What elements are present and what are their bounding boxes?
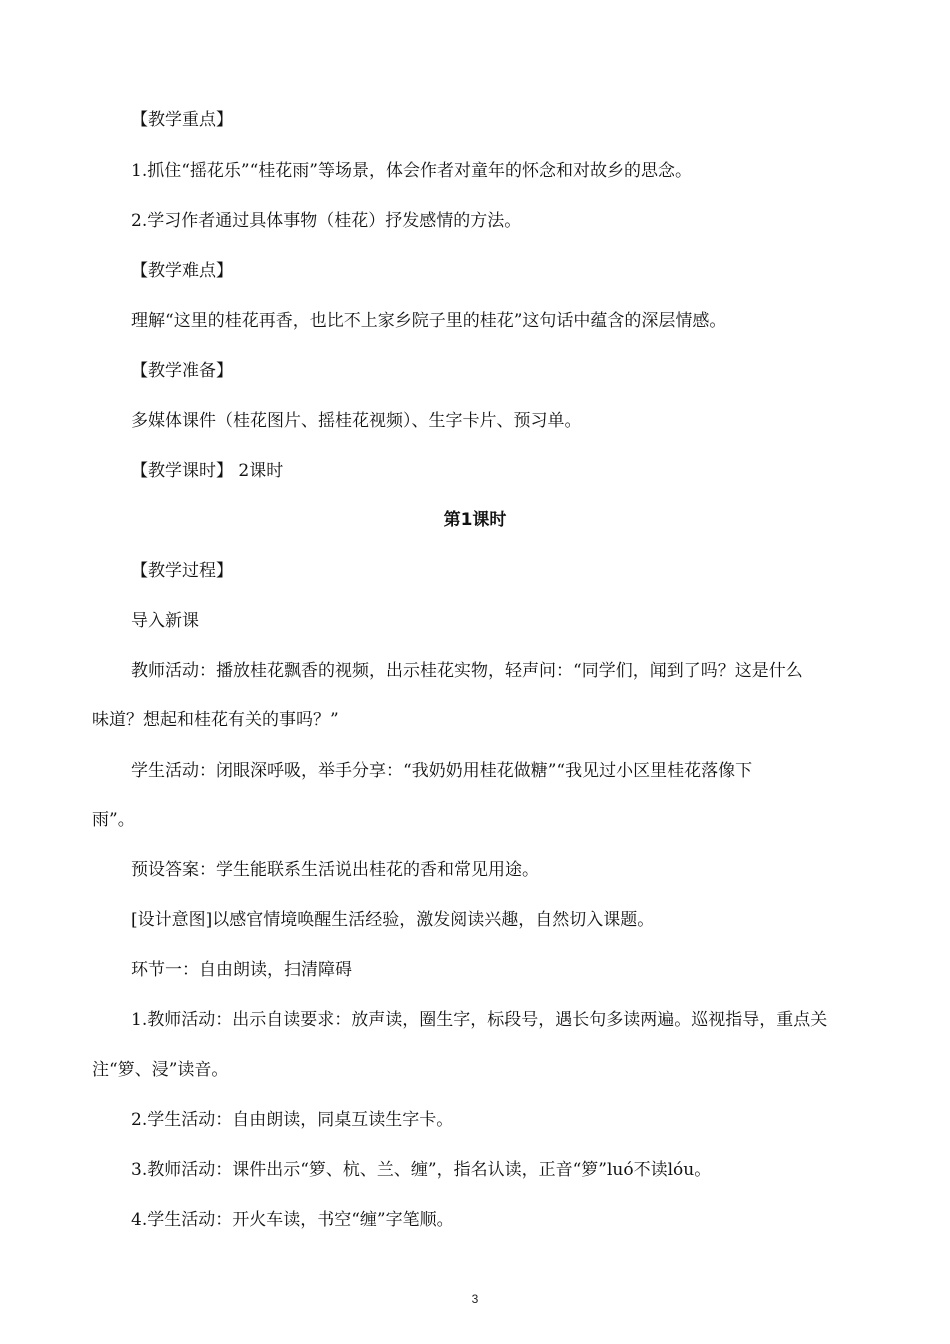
section-heading-process: 【教学过程】 — [131, 561, 233, 581]
section-heading-class-hours: 【教学课时】 2课时 — [131, 461, 284, 481]
paragraph-continuation: 注“箩、浸”读音。 — [92, 1060, 229, 1080]
page-number: 3 — [471, 1292, 479, 1306]
subheading-step-one: 环节一：自由朗读，扫清障碍 — [131, 960, 352, 980]
paragraph-continuation: 雨”。 — [92, 810, 135, 830]
lesson-title: 第1课时 — [443, 510, 507, 530]
section-heading-key-points: 【教学重点】 — [131, 110, 233, 130]
paragraph: 预设答案：学生能联系生活说出桂花的香和常见用途。 — [131, 860, 539, 880]
paragraph: [设计意图]以感官情境唤醒生活经验，激发阅读兴趣，自然切入课题。 — [131, 910, 655, 930]
paragraph: 多媒体课件（桂花图片、摇桂花视频）、生字卡片、预习单。 — [131, 411, 582, 431]
paragraph: 3.教师活动：课件出示“箩、杭、兰、缠”，指名认读，正音“箩”luó不读lóu。 — [131, 1160, 712, 1180]
paragraph: 教师活动：播放桂花飘香的视频，出示桂花实物，轻声问：“同学们，闻到了吗？这是什么 — [131, 661, 803, 681]
paragraph: 1.抓住“摇花乐”“桂花雨”等场景，体会作者对童年的怀念和对故乡的思念。 — [131, 161, 692, 181]
paragraph: 2.学习作者通过具体事物（桂花）抒发感情的方法。 — [131, 211, 522, 231]
paragraph: 理解“这里的桂花再香，也比不上家乡院子里的桂花”这句话中蕴含的深层情感。 — [131, 311, 727, 331]
paragraph: 2.学生活动：自由朗读，同桌互读生字卡。 — [131, 1110, 454, 1130]
section-heading-preparation: 【教学准备】 — [131, 361, 233, 381]
paragraph: 4.学生活动：开火车读，书空“缠”字笔顺。 — [131, 1210, 454, 1230]
subheading-intro: 导入新课 — [131, 611, 199, 631]
section-heading-difficulties: 【教学难点】 — [131, 261, 233, 281]
paragraph: 学生活动：闭眼深呼吸，举手分享：“我奶奶用桂花做糖”“我见过小区里桂花落像下 — [131, 761, 753, 781]
paragraph: 1.教师活动：出示自读要求：放声读，圈生字，标段号，遇长句多读两遍。巡视指导，重点关 — [131, 1010, 828, 1030]
paragraph-continuation: 味道？想起和桂花有关的事吗？” — [92, 710, 339, 730]
